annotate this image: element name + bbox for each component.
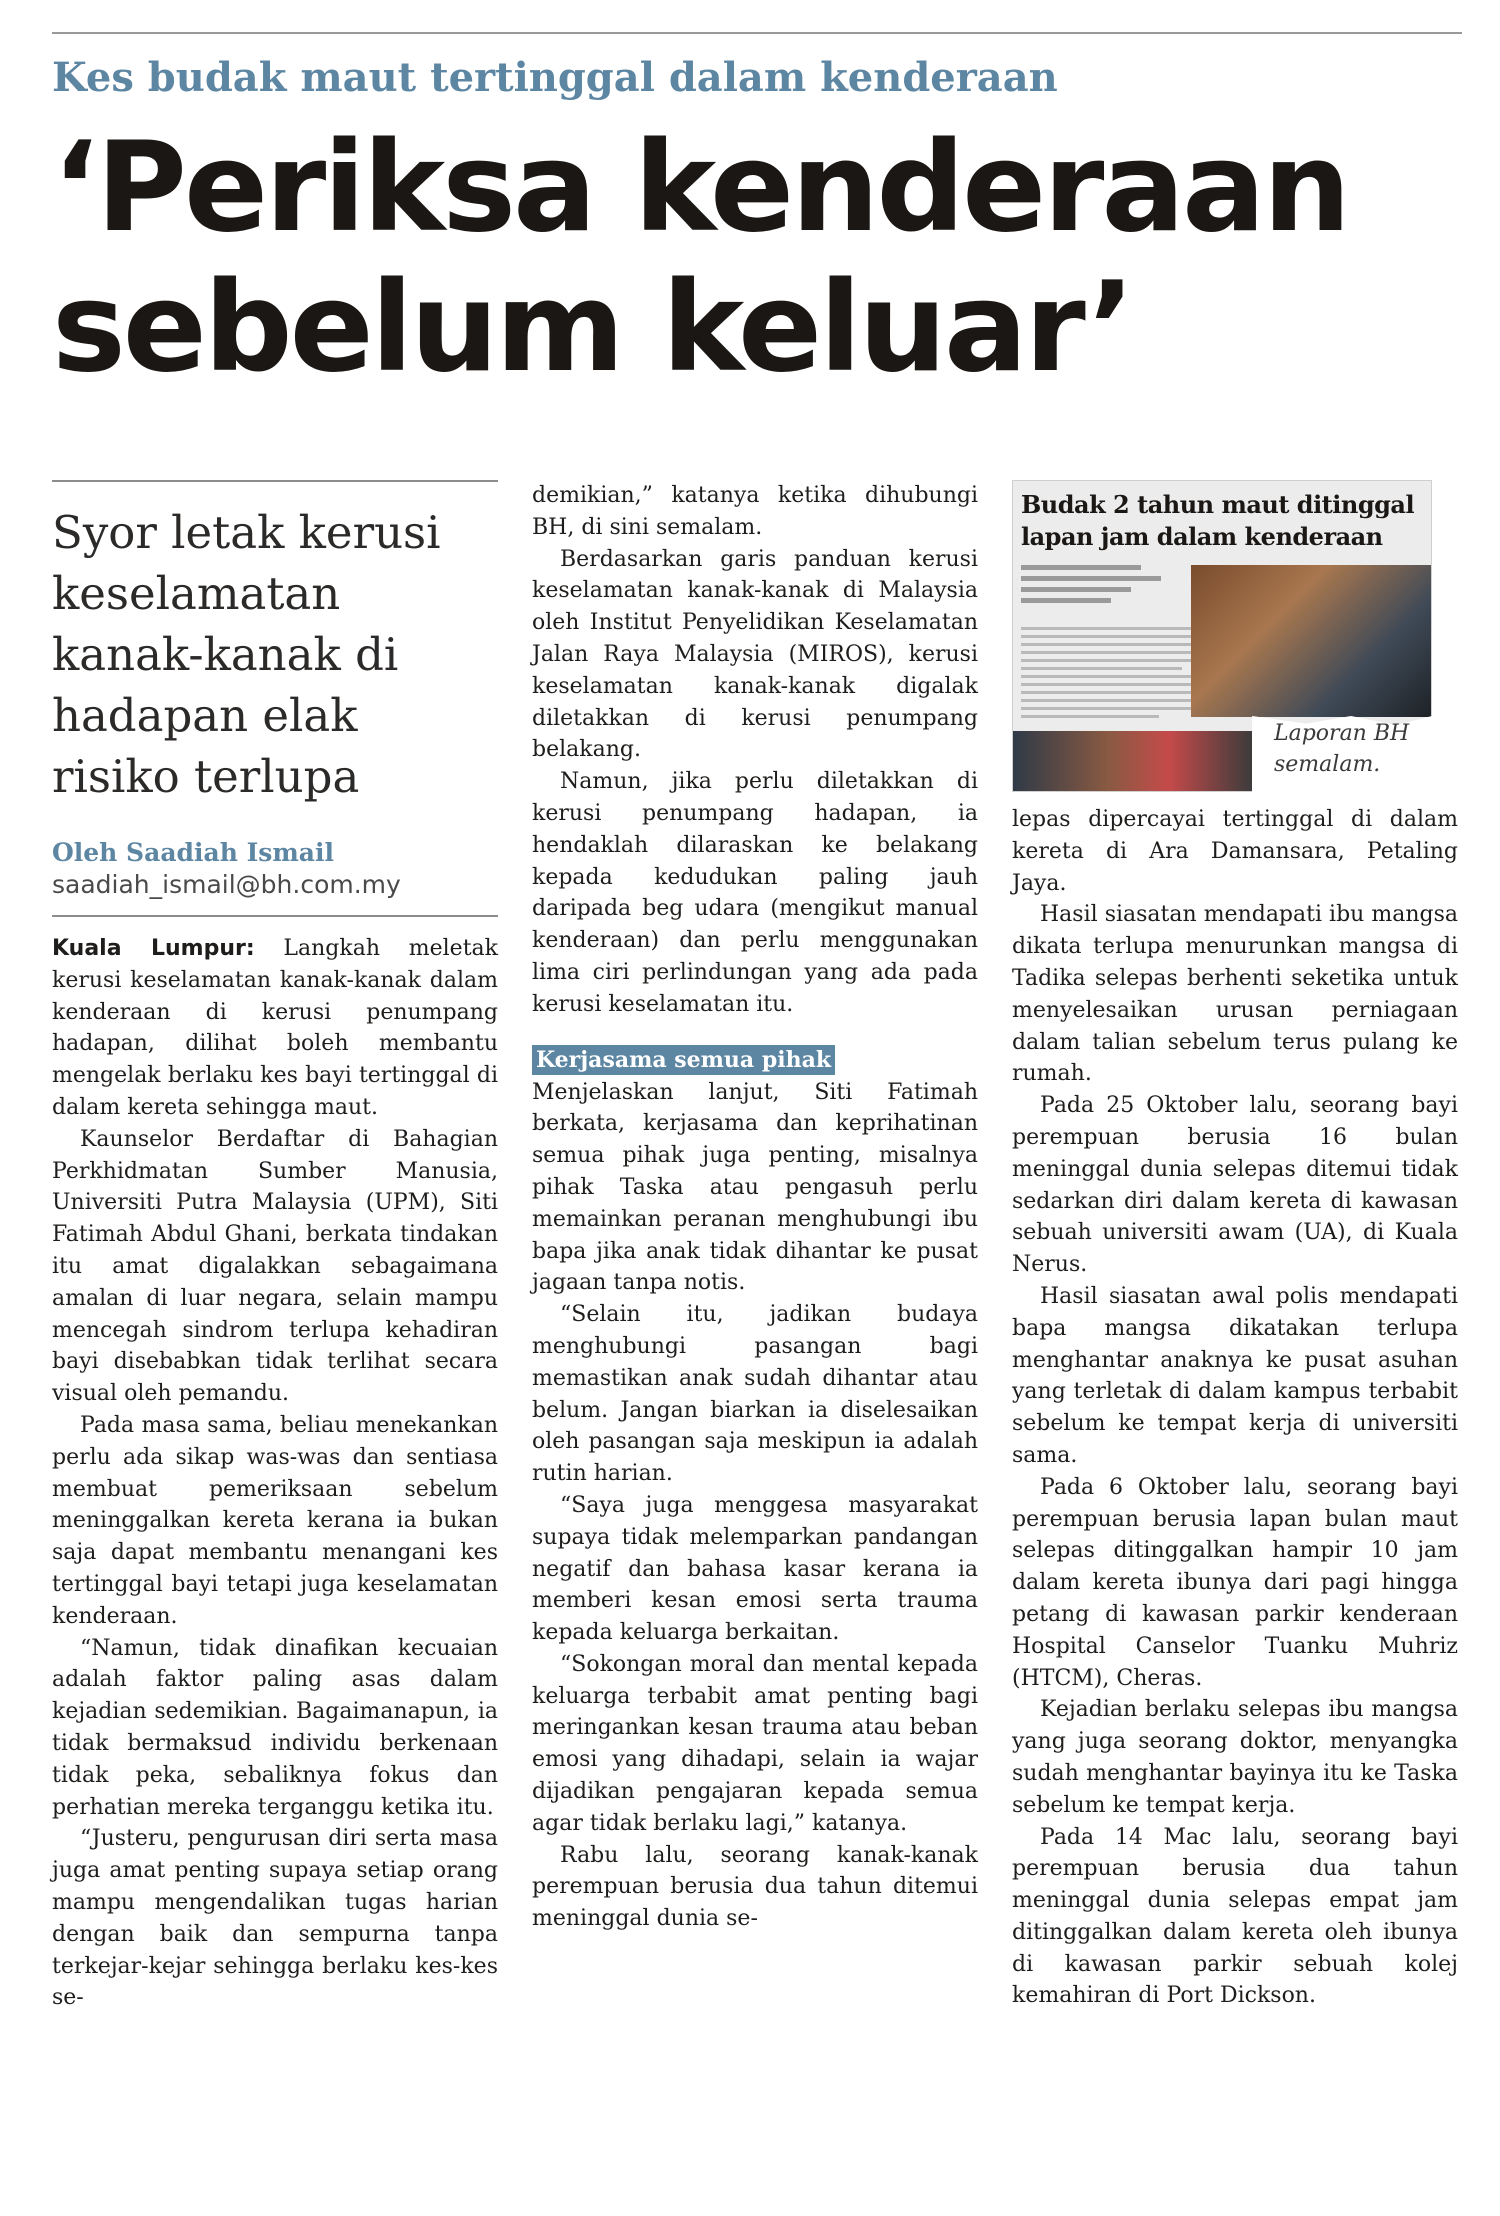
paragraph: “Justeru, pengurusan diri serta masa juga amat penting supaya setiap orang mampu mengendalikan tugas harian dengan baik dan sempurna tanpa terkejar-kejar sehingga berlaku kes-kes se-	[52, 1826, 498, 2011]
byline-email[interactable]: saadiah_ismail@bh.com.my	[52, 870, 401, 899]
paragraph: Kuala Lumpur: Langkah meletak kerusi keselamatan kanak-kanak dalam kenderaan di kerusi penumpang hadapan, dilihat boleh membantu mengelak berlaku kes bayi tertinggal di dalam kereta sehingga maut.	[52, 936, 498, 1120]
paragraph: Pada 6 Oktober lalu, seorang bayi perempuan berusia lapan bulan maut selepas ditinggalkan hampir 10 jam dalam kereta ibunya dari pagi hingga petang di kawasan parkir kenderaan Hospital Canselor Tuanku Muhriz (HTCM), Cheras.	[1012, 1474, 1458, 1691]
byline-name: Oleh Saadiah Ismail	[52, 838, 334, 867]
paragraph: Menjelaskan lanjut, Siti Fatimah berkata, kerjasama dan keprihatinan semua pihak juga penting, misalnya pihak Taska atau pengasuh perlu memainkan peranan menghubungi ibu bapa jika anak tidak dihantar ke pusat jagaan tanpa notis.	[532, 1079, 978, 1296]
paragraph: Kejadian berlaku selepas ibu mangsa yang juga seorang doktor, menyangka sudah menghantar bayinya itu ke Taska sebelum ke tempat kerja.	[1012, 1697, 1458, 1818]
column-3	[1012, 480, 1458, 2012]
paragraph: Namun, jika perlu diletakkan di kerusi penumpang hadapan, ia hendaklah dilaraskan ke belakang kepada kedudukan paling jauh daripada beg udara (mengikut manual kenderaan) dan perlu menggunakan lima ciri perlindungan yang ada pada kerusi keselamatan itu.	[532, 769, 978, 1017]
paragraph: “Saya juga menggesa masyarakat supaya tidak melemparkan pandangan negatif dan bahasa kasar kerana ia memberi kesan emosi serta trauma kepada keluarga berkaitan.	[532, 1492, 978, 1646]
headline-line-2: sebelum keluar’	[52, 256, 1133, 400]
paragraph: Pada 25 Oktober lalu, seorang bayi perempuan berusia 16 bulan meninggal dunia selepas ditemui tidak sedarkan diri dalam kereta di kawasan sebuah universiti awam (UA), di Kuala Nerus.	[1012, 1093, 1458, 1278]
clipping-photo-bottom	[1013, 731, 1253, 791]
dateline: Kuala Lumpur:	[52, 936, 255, 961]
headline-line-1: ‘Periksa kenderaan	[52, 116, 1349, 260]
byline-rule	[52, 915, 498, 917]
paragraph: “Namun, tidak dinafikan kecuaian adalah faktor paling asas dalam kejadian sedemikian. Bagaimanapun, ia tidak bermaksud individu berkenaan tidak peka, sebaliknya fokus dan perhatian mereka terganggu ketika itu.	[52, 1635, 498, 1820]
paragraph: Pada 14 Mac lalu, seorang bayi perempuan berusia dua tahun meninggal dunia selepas empat jam ditinggalkan dalam kereta oleh ibunya di kawasan parkir sebuah kolej kemahiran di Port Dickson.	[1012, 1824, 1458, 2009]
paragraph: Hasil siasatan awal polis mendapati bapa mangsa dikatakan terlupa menghantar anaknya ke pusat asuhan yang terletak di dalam kampus terbabit sebelum ke tempat kerja di universiti sama.	[1012, 1283, 1458, 1468]
column-2	[532, 480, 978, 1935]
paragraph: lepas dipercayai tertinggal di dalam kereta di Ara Damansara, Petaling Jaya.	[1012, 807, 1458, 896]
article-body-col2	[532, 480, 978, 1935]
clipping-deck-lines	[1021, 565, 1171, 609]
paragraph: “Selain itu, jadikan budaya menghubungi pasangan bagi memastikan anak sudah dihantar atau belum. Jangan biarkan ia diselesaikan oleh pasangan saja meskipun ia adalah rutin harian.	[532, 1302, 978, 1487]
article-body-col3	[1012, 804, 1458, 2012]
headline	[52, 118, 1472, 398]
top-rule	[52, 32, 1462, 34]
column-1	[52, 480, 498, 2014]
inset-caption: Laporan BH semalam.	[1274, 721, 1410, 777]
paragraph: “Sokongan moral dan mental kepada keluarga terbabit amat penting bagi meringankan kesan trauma atau beban emosi yang dihadapi, selain ia wajar dijadikan pengajaran kepada semua agar tidak berlaku lagi,” katanya.	[532, 1651, 978, 1836]
clipping-headline: Budak 2 tahun maut ditinggal lapan jam dalam kenderaan	[1021, 490, 1415, 551]
subhead: Kerjasama semua pihak	[532, 1045, 835, 1075]
paragraph: Berdasarkan garis panduan kerusi keselamatan kanak-kanak di Malaysia oleh Institut Penyelidikan Keselamatan Jalan Raya Malaysia (MIROS), kerusi keselamatan kanak-kanak digalak diletakkan di kerusi penumpang belakang.	[532, 546, 978, 763]
paragraph: Rabu lalu, seorang kanak-kanak perempuan berusia dua tahun ditemui meninggal dunia se-	[532, 1842, 978, 1932]
column-rule	[52, 480, 498, 482]
inset-clipping	[1012, 480, 1458, 790]
kicker: Kes budak maut tertinggal dalam kenderaan	[52, 54, 1058, 101]
article-body-col1	[52, 933, 498, 2014]
paragraph: Hasil siasatan mendapati ibu mangsa dikata terlupa menurunkan mangsa di Tadika selepas berhenti seketika untuk menyelesaikan urusan perniagaan dalam talian sebelum terus pulang ke rumah.	[1012, 902, 1458, 1087]
paragraph: Pada masa sama, beliau menekankan perlu ada sikap was-was dan sentiasa membuat pemeriksaan sebelum meninggalkan kereta kerana ia bukan saja dapat membantu menangani kes tertinggal bayi tetapi juga keselamatan kenderaan.	[52, 1412, 498, 1629]
deck: Syor letak kerusi keselamatan kanak-kanak di hadapan elak risiko terlupa	[52, 506, 441, 803]
paragraph: demikian,” katanya ketika dihubungi BH, di sini semalam.	[532, 483, 978, 540]
clipping-photo	[1191, 565, 1431, 717]
paragraph: Kaunselor Berdaftar di Bahagian Perkhidmatan Sumber Manusia, Universiti Putra Malaysia (UPM), Siti Fatimah Abdul Ghani, berkata tindakan itu amat digalakkan sebagaimana amalan di luar negara, selain mampu mencegah sindrom terlupa kehadiran bayi disebabkan tidak terlihat secara visual oleh pemandu.	[52, 1126, 498, 1407]
